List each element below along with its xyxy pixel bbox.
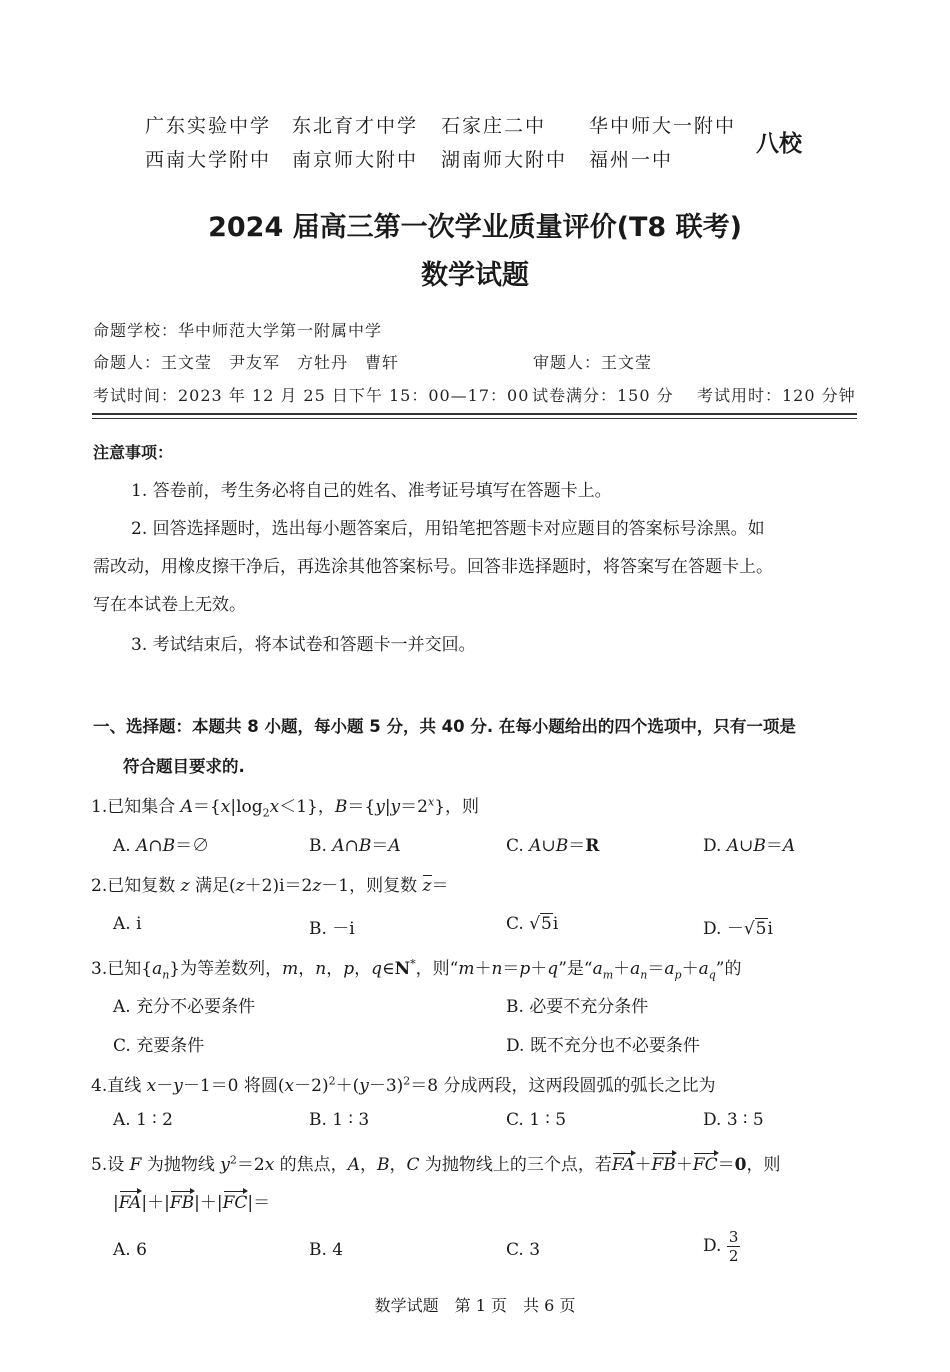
question-5-cont: |FA|＋|FB|＋|FC|＝ (113, 1193, 271, 1213)
option-b: B. 必要不充分条件 (506, 997, 649, 1017)
exam-time: 考试时间：2023 年 12 月 25 日下午 15：00—17：00 (93, 386, 530, 405)
school-name: 华中师大一附中 (589, 115, 737, 137)
option-a: A. i (113, 914, 142, 934)
school-name: 广东实验中学 (145, 115, 272, 137)
notice-item: 需改动，用橡皮擦干净后，再选涂其他答案标号。回答非选择题时，将答案写在答题卡上。 (93, 557, 773, 577)
school-name: 湖南师大附中 (441, 149, 568, 171)
exam-school: 命题学校：华中师范大学第一附属中学 (93, 321, 383, 340)
option-a: A. 充分不必要条件 (113, 997, 256, 1017)
school-name: 西南大学附中 (145, 149, 272, 171)
option-d: D. 既不充分也不必要条件 (506, 1036, 700, 1056)
school-name: 福州一中 (589, 149, 674, 171)
question-5: 5.设 F 为抛物线 $y^2=2x$ 的焦点，A，B，C 为抛物线上的三个点，若FA＋FB＋FC＝0，则 (91, 1153, 781, 1175)
divider (92, 413, 857, 415)
notice-item: 1. 答卷前，考生务必将自己的姓名、准考证号填写在答题卡上。 (131, 481, 612, 501)
option-c: C. 3 (506, 1240, 541, 1260)
exam-authors: 命题人：王文莹 尹友军 方牡丹 曹轩 (93, 353, 400, 372)
option-d: D. －√5i (703, 919, 773, 939)
option-c: C. 充要条件 (113, 1036, 205, 1056)
exam-duration: 考试用时：120 分钟 (697, 386, 856, 405)
option-a: A. 6 (113, 1240, 147, 1260)
question-4: 4.直线 x－y－1＝0 将圆$(x-2)^2+(y-3)^2=8$ 分成两段，这两段圆弧的弧长之比为 (91, 1074, 716, 1096)
school-name: 东北育才中学 (292, 115, 419, 137)
notice-item: 2. 回答选择题时，选出每小题答案后，用铅笔把答题卡对应题目的答案标号涂黑。如 (131, 519, 765, 539)
option-b: B. 4 (309, 1240, 344, 1260)
question-1: 1.已知集合 $A=\{x|\log_2x<1\}$，$B=\{y|y=2^x\}$，则 (91, 795, 480, 820)
question-3: 3.已知$\{a_n\}$为等差数列，m，n，p，q∈N*，则“m＋n＝p＋q”是“$a_m+a_n=a_p+a_q$”的 (91, 957, 742, 982)
notice-item: 3. 考试结束后，将本试卷和答题卡一并交回。 (131, 635, 476, 655)
page-footer: 数学试题 第 1 页 共 6 页 (374, 1296, 576, 1315)
notice-heading: 注意事项： (93, 443, 174, 462)
page-subtitle: 数学试题 (421, 260, 529, 291)
school-name: 南京师大附中 (292, 149, 419, 171)
option-c: C. √5i (506, 914, 559, 934)
section-heading: 一、选择题：本题共 8 小题，每小题 5 分，共 40 分. 在每小题给出的四个选项中，只有一项是 (93, 717, 796, 736)
option-c: C. A∪B＝R (506, 836, 600, 856)
section-heading-cont: 符合题目要求的. (123, 757, 245, 776)
option-d: D. A∪B＝A (703, 836, 796, 856)
option-a: A. A∩B＝∅ (113, 836, 210, 856)
school-name: 石家庄二中 (441, 115, 547, 137)
option-c: C. 1 ∶ 5 (506, 1110, 567, 1130)
option-b: B. 1 ∶ 3 (309, 1110, 370, 1130)
notice-item: 写在本试卷上无效。 (93, 595, 246, 615)
exam-score: 试卷满分：150 分 (532, 386, 674, 405)
option-d: D. $\frac{3}{2}$ (703, 1228, 739, 1265)
option-b: B. A∩B＝A (309, 836, 401, 856)
eight-schools-badge: 八校 (756, 131, 802, 157)
option-d: D. 3 ∶ 5 (703, 1110, 764, 1130)
divider (92, 418, 857, 419)
question-2: 2.已知复数 z 满足(z＋2)i＝2z－1，则复数 z＝ (91, 876, 449, 896)
option-b: B. －i (309, 919, 355, 939)
option-a: A. 1 ∶ 2 (113, 1110, 173, 1130)
exam-reviewer: 审题人：王文莹 (533, 353, 653, 372)
page-title: 2024 届高三第一次学业质量评价(T8 联考) (208, 212, 742, 243)
